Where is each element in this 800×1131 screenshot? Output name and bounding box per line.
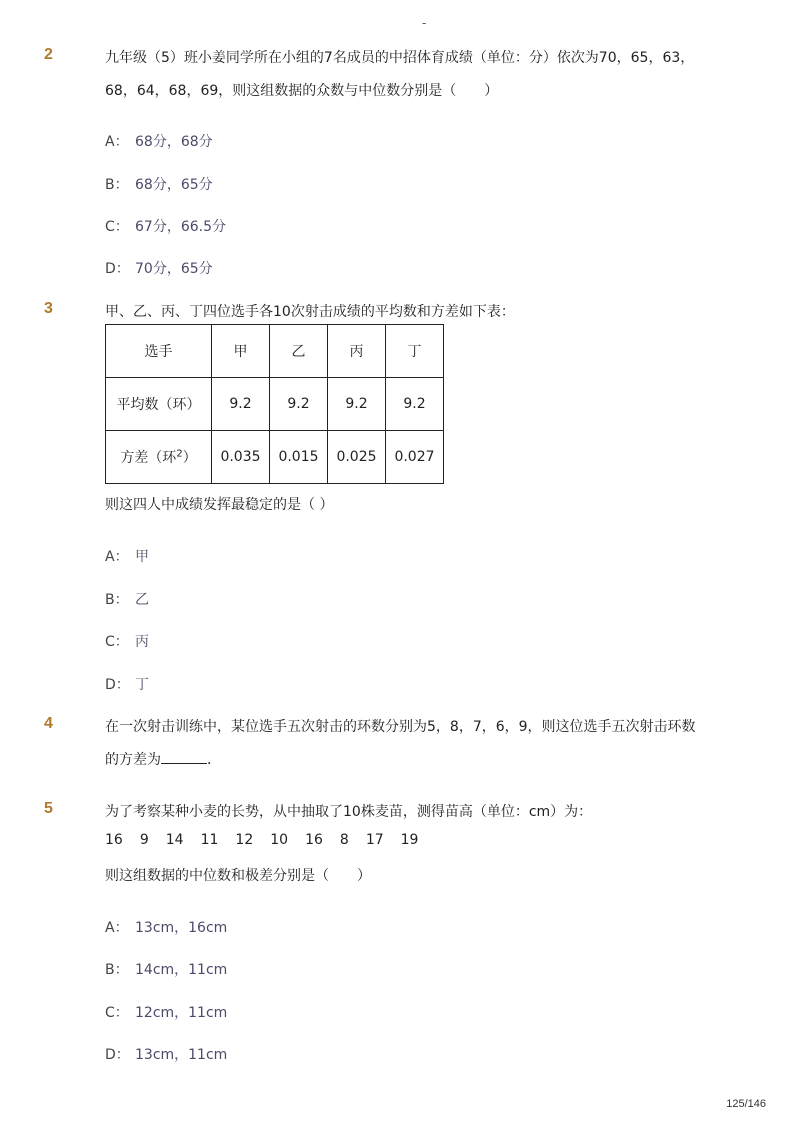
q4-stem-line-1: 在一次射击训练中，某位选手五次射击的环数分别为5，8，7，6，9，则这位选手五次射击环数: [105, 719, 696, 735]
q5-option-b[interactable]: [105, 959, 227, 979]
q3-option-b[interactable]: [105, 589, 149, 609]
q3-stem: 甲、乙、丙、丁四位选手各10次射击成绩的平均数和方差如下表：: [105, 304, 515, 320]
table-cell: 0.025: [328, 431, 386, 484]
option-label: C：: [105, 634, 129, 650]
q3-option-c[interactable]: [105, 631, 149, 651]
option-text: 68分，65分: [135, 177, 213, 193]
option-label: B：: [105, 177, 129, 193]
table-cell: 0.027: [386, 431, 444, 484]
option-text: 13cm，16cm: [135, 920, 228, 936]
option-text: 68分，68分: [135, 134, 213, 150]
answer-blank[interactable]: [161, 749, 207, 764]
q5-option-a[interactable]: [105, 917, 227, 937]
table-cell: 0.035: [212, 431, 270, 484]
row-label-variance: [106, 431, 212, 484]
q5-question: 则这组数据的中位数和极差分别是（ ）: [105, 868, 371, 884]
table-cell: 9.2: [386, 378, 444, 431]
question-number-2: 2: [44, 46, 53, 63]
variance-label-close: ）: [182, 450, 197, 466]
option-label: C：: [105, 219, 129, 235]
q4-suffix: ．: [207, 752, 221, 768]
option-label: D：: [105, 677, 130, 693]
table-cell: 9.2: [328, 378, 386, 431]
option-text: 甲: [135, 549, 149, 565]
height-value: 16: [305, 832, 323, 848]
superscript: 2: [176, 448, 183, 460]
score-table: [105, 324, 444, 484]
option-text: 乙: [135, 592, 149, 608]
option-text: 12cm，11cm: [135, 1005, 228, 1021]
row-label-mean: 平均数（环）: [106, 378, 212, 431]
option-label: A：: [105, 549, 129, 565]
table-header-cell: 选手: [106, 325, 212, 378]
height-value: 11: [200, 832, 219, 848]
option-text: 丙: [135, 634, 149, 650]
q5-option-d[interactable]: [105, 1044, 227, 1064]
option-label: A：: [105, 134, 129, 150]
option-label: D：: [105, 261, 130, 277]
variance-label-text: 方差（环: [120, 450, 177, 466]
height-value: 9: [139, 832, 149, 848]
table-header-row: [106, 325, 444, 378]
question-number-3: 3: [44, 300, 53, 317]
q3-question: 则这四人中成绩发挥最稳定的是（ ）: [105, 497, 334, 513]
q2-option-b[interactable]: [105, 174, 213, 194]
table-cell: 9.2: [212, 378, 270, 431]
option-text: 13cm，11cm: [135, 1047, 228, 1063]
page-number: 125/146: [726, 1098, 766, 1110]
table-cell: 0.015: [270, 431, 328, 484]
table-header-cell: 乙: [270, 325, 328, 378]
q2-option-d[interactable]: [105, 258, 213, 278]
height-value: 8: [339, 832, 349, 848]
table-header-cell: 甲: [212, 325, 270, 378]
q2-stem-line-1: 九年级（5）班小姜同学所在小组的7名成员的中招体育成绩（单位：分）依次为70，65，63，: [105, 50, 695, 66]
option-text: 70分，65分: [135, 261, 213, 277]
height-value: 10: [270, 832, 289, 848]
q3-option-d[interactable]: [105, 674, 149, 694]
question-number-5: 5: [44, 800, 53, 817]
q5-option-c[interactable]: [105, 1002, 227, 1022]
table-row-variance: [106, 431, 444, 484]
q5-stem: 为了考察某种小麦的长势，从中抽取了10株麦苗，测得苗高（单位：cm）为：: [105, 804, 593, 820]
option-label: B：: [105, 962, 129, 978]
option-label: A：: [105, 920, 129, 936]
option-text: 丁: [135, 677, 149, 693]
table-header-cell: 丙: [328, 325, 386, 378]
option-text: 14cm，11cm: [135, 962, 228, 978]
table-cell: 9.2: [270, 378, 328, 431]
option-text: 67分，66.5分: [135, 219, 226, 235]
page-top-mark: -: [422, 16, 427, 30]
q4-stem-line-2: [105, 749, 221, 769]
height-value: 19: [400, 832, 419, 848]
table-header-cell: 丁: [386, 325, 444, 378]
table-row-mean: [106, 378, 444, 431]
q4-prefix: 的方差为: [105, 752, 161, 768]
question-number-4: 4: [44, 715, 53, 732]
seedling-heights: [105, 832, 435, 848]
q2-stem-line-2: 68，64，68，69，则这组数据的众数与中位数分别是（ ）: [105, 83, 499, 99]
option-label: D：: [105, 1047, 130, 1063]
option-label: B：: [105, 592, 129, 608]
height-value: 14: [165, 832, 184, 848]
height-value: 17: [365, 832, 384, 848]
height-value: 16: [105, 832, 123, 848]
q2-option-c[interactable]: [105, 216, 226, 236]
q2-option-a[interactable]: [105, 131, 213, 151]
option-label: C：: [105, 1005, 129, 1021]
q3-option-a[interactable]: [105, 546, 149, 566]
height-value: 12: [235, 832, 254, 848]
